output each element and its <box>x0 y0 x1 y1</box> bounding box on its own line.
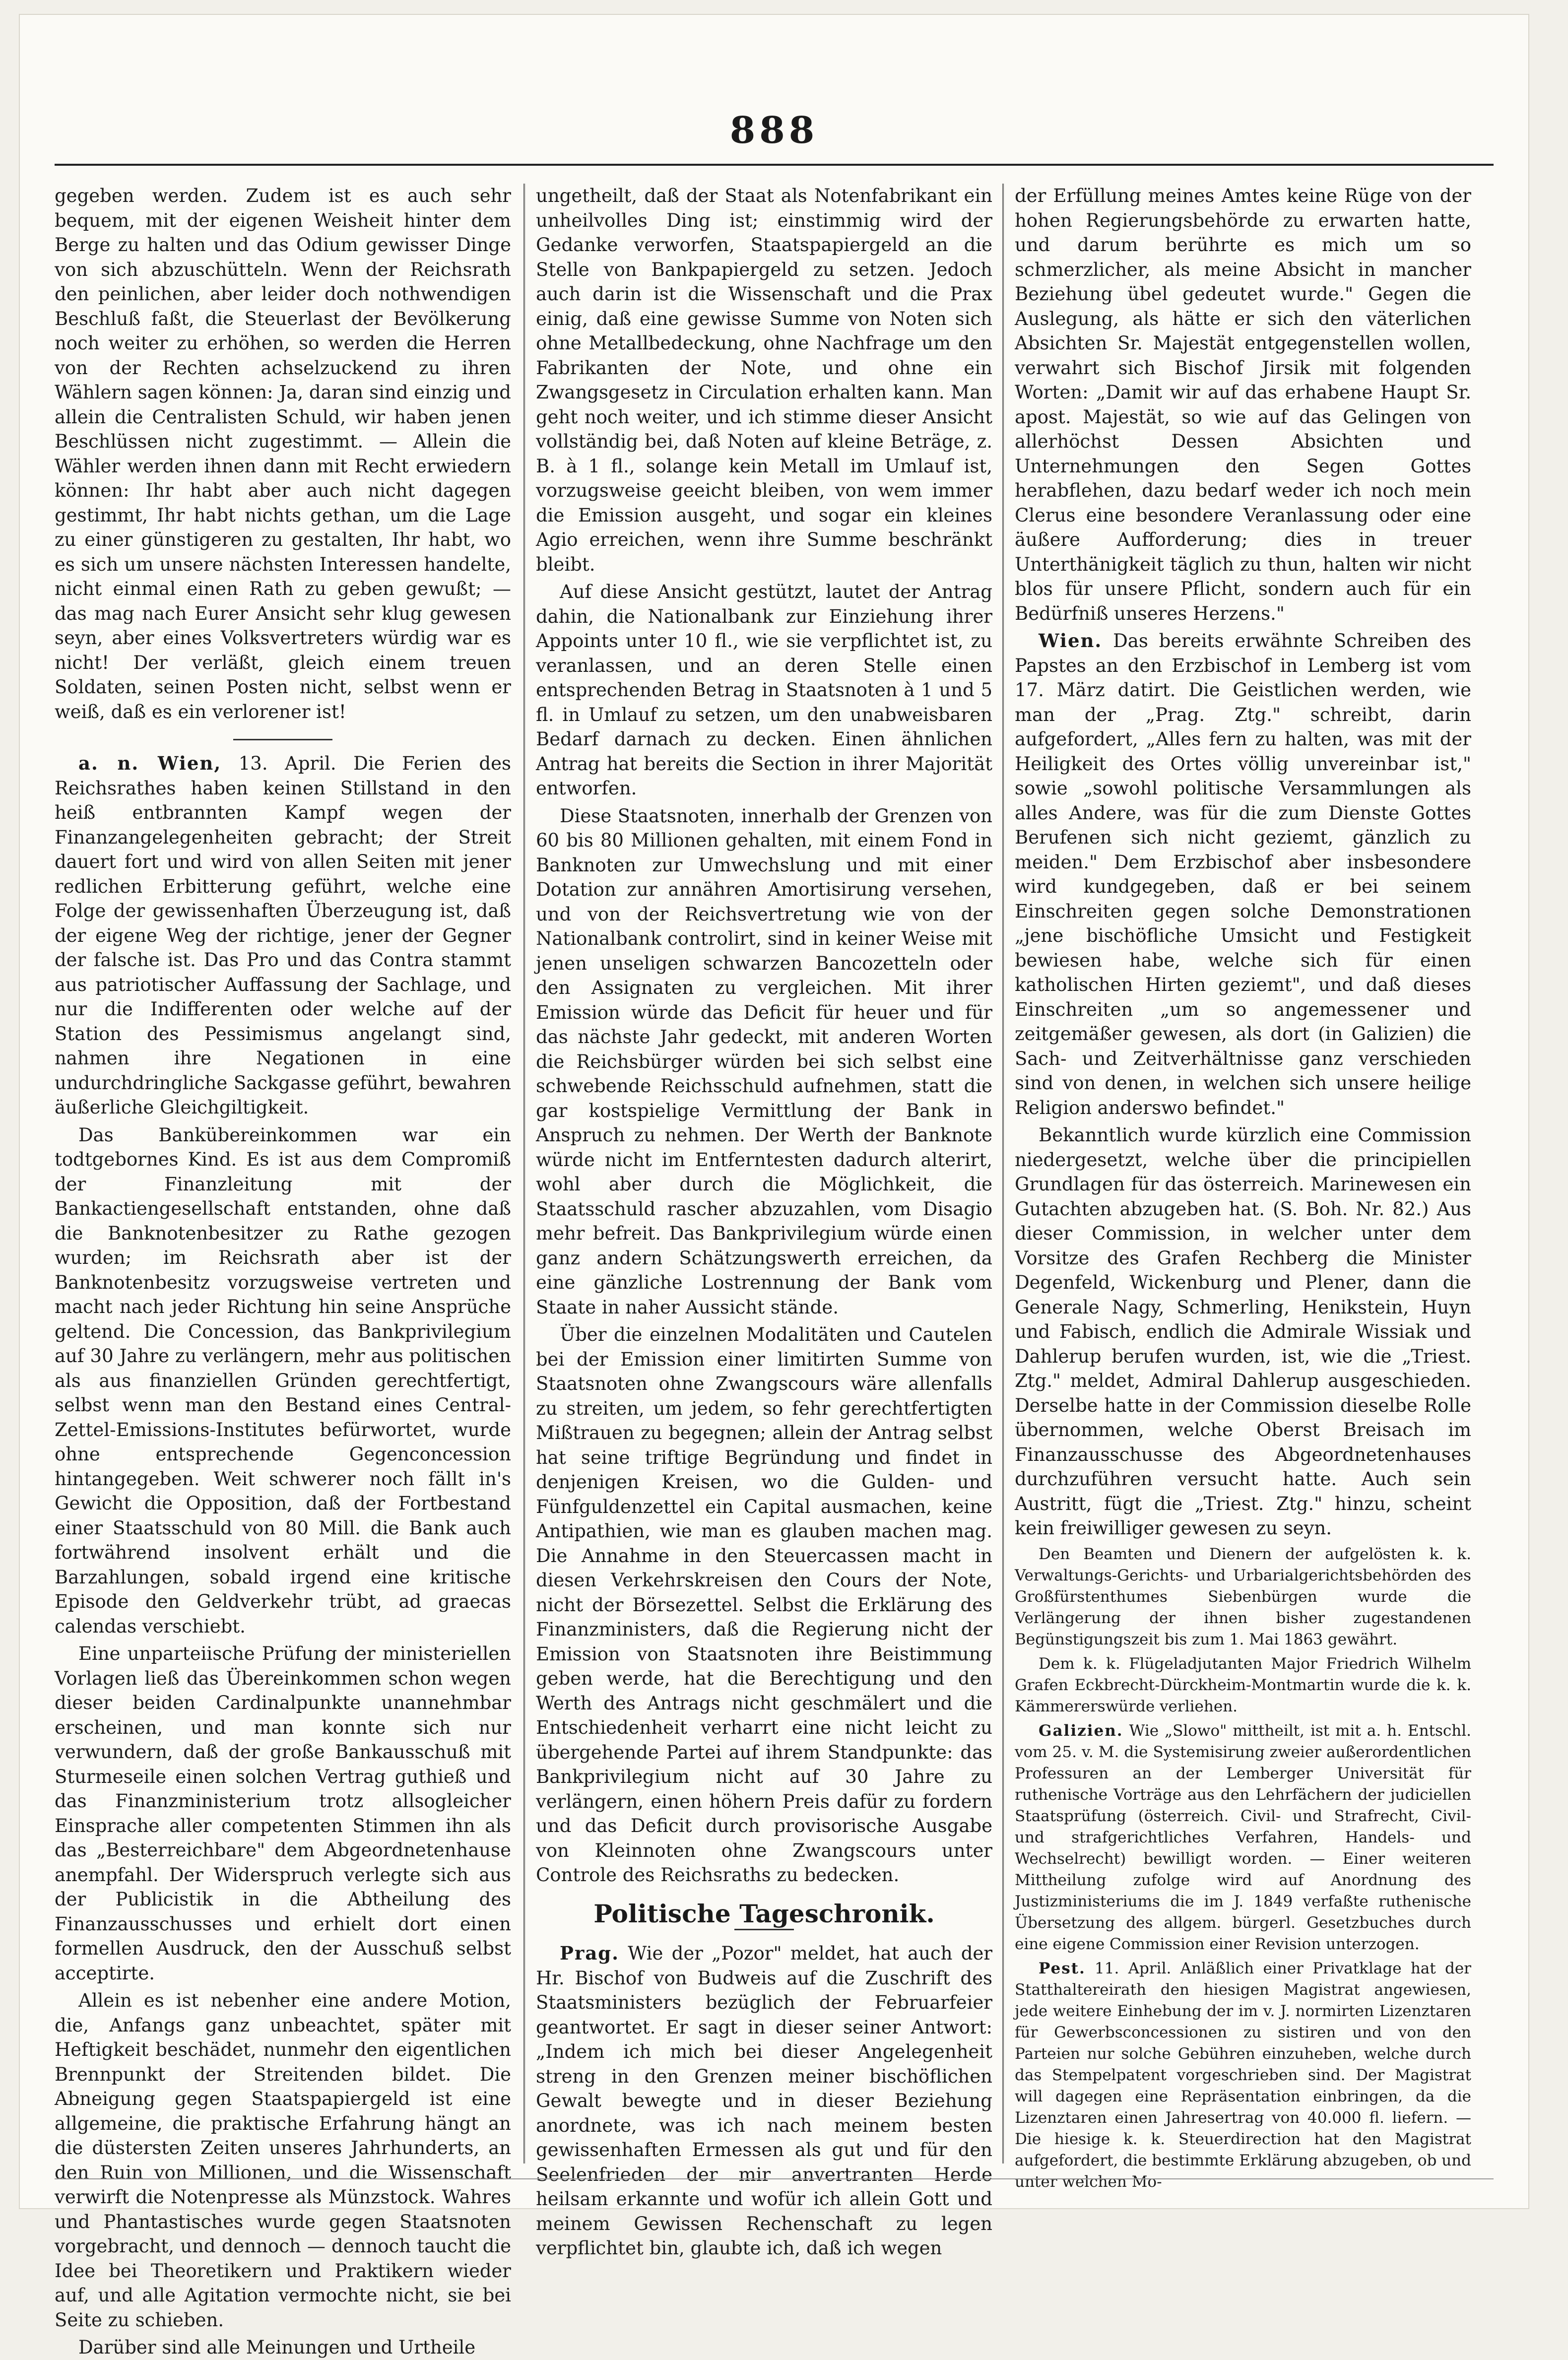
article-text: Wie „Slowo" mittheilt, ist mit a. h. Entschl. vom 25. v. M. die Systemisirung zweier außerordentlichen Professuren an der Lemberger Universität für ruthenische Vorträge aus den Lehrfächern der judiciellen Staatsprüfung (österreich. Civil- und Strafrecht, Civil- und strafgerichtliches Verfahren, Handels- und Wechselrecht) bewilligt worden. — Einer weiteren Mittheilung zufolge wird auf Anordnung des Justizministeriums die im J. 1849 verfaßte ruthenische Übersetzung des allgem. bürgerl. Gesetzbuches durch eine eigene Commission einer Revision unterzogen. <box>1015 1721 1471 1953</box>
paragraph: ungetheilt, daß der Staat als Notenfabrikant ein unheilvolles Ding ist; einstimmig wird der Gedanke verworfen, Staatspapiergeld an die Stelle von Bankpapiergeld zu setzen. Jedoch auch darin ist die Wissenschaft und die Prax einig, daß eine gewisse Summe von Noten sich ohne Metallbedeckung, ohne Nachfrage um den Fabrikanten der Note, und ohne ein Zwangsgesetz in Circulation erhalten kann. Man geht noch weiter, und ich stimme dieser Ansicht vollständig bei, daß Noten auf kleine Beträge, z. B. à 1 fl., solange kein Metall im Umlauf ist, vorzugsweise geeicht bleiben, von wem immer die Emission ausgeht, und sogar ein kleines Agio erreichen, wenn ihre Summe beschränkt bleibt. <box>536 185 992 575</box>
article-separator <box>233 739 332 740</box>
dateline: Pest. <box>1039 1959 1086 1977</box>
page-number: 888 <box>729 109 819 152</box>
header-rule <box>55 164 1494 166</box>
dateline: a. n. Wien, <box>78 752 222 774</box>
paragraph: Allein es ist nebenher eine andere Motion, die, Anfangs ganz unbeachtet, später mit Heftigkeit beschädet, nunmehr den eigentlichen Brennpunkt der Streitenden bildet. Die Abneigung gegen Staatspapiergeld ist eine allgemeine, die praktische Erfahrung hängt an die düstersten Zeiten unseres Jahrhunderts, an den Ruin von Millionen, und die Wissenschaft verwirft die Notenpresse als Münzstock. Wahres und Phantastisches wurde gegen Staatsnoten vorgebracht, und dennoch — dennoch taucht die Idee bei Theoretikern und Praktikern wieder auf, und alle Agitation vermochte nicht, sie bei Seite zu schieben. <box>55 1990 511 2331</box>
article-text: 13. April. Die Ferien des Reichsrathes haben keinen Stillstand in den heiß entbrannten Kampf wegen der Finanzangelegenheiten gebracht; der Streit dauert fort und wird von allen Seiten mit jener redlichen Erbitterung geführt, welche eine Folge der gewissenhaften Überzeugung ist, daß der eigene Weg der richtige, jener der Gegner der falsche ist. Das Pro und das Contra stammt aus patriotischer Auffassung der Sachlage, und nur die Indifferenten oder welche auf der Station des Pessimismus angelangt sind, nahmen ihre Negationen in eine undurchdringliche Sackgasse geführt, bewahren äußerliche Gleichgiltigkeit. <box>55 753 511 1118</box>
paragraph: gegeben werden. Zudem ist es auch sehr bequem, mit der eigenen Weisheit hinter dem Berge zu halten und das Odium gewisser Dinge von sich abzuschütteln. Wenn der Reichsrath den peinlichen, aber leider doch nothwendigen Beschluß faßt, die Steuerlast der Bevölkerung noch weiter zu erhöhen, so werden die Herren von der Rechten achselzuckend zu ihren Wählern sagen können: Ja, daran sind einzig und allein die Centralisten Schuld, wir haben jenen Beschlüssen nicht zugestimmt. — Allein die Wähler werden ihnen dann mit Recht erwiedern können: Ihr habt aber auch nicht dagegen gestimmt, Ihr habt nichts gethan, um die Lage zu einer günstigeren zu gestalten, Ihr habt, wo es sich um unsere nächsten Interessen handelte, nicht einmal einen Rath zu geben gewußt; — das mag nach Eurer Ansicht sehr klug gewesen seyn, aber eines Volksvertreters würdig war es nicht! Der verläßt, gleich einem treuen Soldaten, seinen Posten nicht, selbst wenn er weiß, daß es ein verlorener ist! <box>55 185 511 722</box>
article-paragraph <box>1015 1958 1471 2193</box>
section-heading <box>536 1901 992 1931</box>
section-title: Politische Tageschronik. <box>593 1899 935 1928</box>
bottom-rule <box>55 2178 1494 2179</box>
paragraph: Eine unparteiische Prüfung der ministeriellen Vorlagen ließ das Übereinkommen schon wegen dieser beiden Cardinalpunkte unannehmbar erscheinen, und man konnte sich nur verwundern, daß der große Bankausschuß mit Sturmeseile einen solchen Vertrag guthieß und das Finanzministerium trotz allsogleicher Einsprache aller competenten Stimmen ihn als das „Besterreichbare" dem Abgeordnetenhause anempfahl. Der Widerspruch verlegte sich aus der Publicistik in die Abtheilung des Finanzausschusses und erhielt dort einen formellen Ausdruck, den der Ausschuß selbst acceptirte. <box>55 1643 511 1984</box>
column-divider <box>523 184 525 2163</box>
dateline: Prag. <box>560 1942 620 1964</box>
paragraph: Darüber sind alle Meinungen und Urtheile <box>78 2337 476 2358</box>
article-text: Das bereits erwähnte Schreiben des Papstes an den Erzbischof in Lemberg ist vom 17. März datirt. Die Geistlichen werden, wie man der „Prag. Ztg." schreibt, darin aufgefordert, „Alles fern zu halten, was mit der Heiligkeit des Ortes völlig unvereinbar ist," sowie „sowohl politische Versammlungen als alles Andere, was für die zum Dienste Gottes Berufenen sich nicht geziemt, gänzlich zu meiden." Dem Erzbischof aber insbesondere wird kundgegeben, daß er bei seinem Einschreiten gegen solche Demonstrationen „jene bischöfliche Umsicht und Festigkeit bewiesen habe, welche sich für einen katholischen Hirten geziemt", und daß dieses Einschreiten „um so angemessener und zeitgemäßer gewesen, als dort (in Galizien) die Sach- und Zeitverhältnisse ganz verschieden sind von denen, in welchen sich unsere heilige Religion anderswo befindet." <box>1015 630 1471 1118</box>
column-2 <box>536 184 992 2259</box>
article-paragraph <box>536 1941 992 2261</box>
section-rule <box>734 1929 794 1930</box>
article-text: 11. April. Anläßlich einer Privatklage hat der Statthaltereirath den hiesigen Magistrat angewiesen, jede weitere Einhebung der im v. J. normirten Lizenztaren für Gewerbsconcessionen zu sistiren und von den Parteien nur solche Gebühren einzuheben, welche durch das Stempelpatent vorgeschrieben sind. Der Magistrat will dagegen eine Repräsentation einbringen, da die Lizenztaren einen Jahresertrag von 40.000 fl. liefern. — Die hiesige k. k. Steuerdirection hat den Magistrat aufgefordert, die bestimmte Erklärung abzugeben, ob und unter welchen Mo- <box>1015 1959 1472 2191</box>
column-divider <box>1002 184 1004 2163</box>
notice-paragraph: Den Beamten und Dienern der aufgelösten k. k. Verwaltungs-Gerichts- und Urbarialgerichtsbehörden des Großfürstenthumes Siebenbürgen wurde die Verlängerung der ihnen bisher zugestandenen Begünstigungszeit bis zum 1. Mai 1863 gewährt. <box>1015 1545 1471 1648</box>
column-1 <box>55 184 511 2358</box>
paragraph: Das Bankübereinkommen war ein todtgebornes Kind. Es ist aus dem Compromiß der Finanzleitung mit der Bankactiengesellschaft entstanden, ohne daß die Banknotenbesitzer zu Rathe gezogen wurden; im Reichsrath aber ist der Banknotenbesitz vorzugsweise vertreten und macht nach jeder Richtung hin seine Ansprüche geltend. Die Concession, das Bankprivilegium auf 30 Jahre zu verlängern, mehr aus politischen als aus finanziellen Gründen gerechtfertigt, selbst wenn man den Bestand eines Central-Zettel-Emissions-Institutes befürwortet, wurde ohne entsprechende Gegenconcession hintangegeben. Weit schwerer noch fällt in's Gewicht die Opposition, daß der Fortbestand einer Staatsschuld von 80 Mill. die Bank auch fortwährend insolvent erhält und die Barzahlungen, sobald irgend eine kritische Episode den Geldverkehr trübt, ad graecas calendas verschiebt. <box>55 1124 511 1637</box>
article-paragraph <box>55 751 511 1120</box>
article-paragraph <box>1015 629 1471 1120</box>
dateline: Wien. <box>1039 630 1103 652</box>
notice-paragraph: Dem k. k. Flügeladjutanten Major Friedrich Wilhelm Grafen Eckbrecht-Dürckheim-Montmartin wurde die k. k. Kämmererswürde verliehen. <box>1015 1654 1471 1715</box>
paragraph: Auf diese Ansicht gestützt, lautet der Antrag dahin, die Nationalbank zur Einziehung ihrer Appoints unter 10 fl., wie sie verpflichtet ist, zu veranlassen, und an deren Stelle einen entsprechenden Betrag in Staatsnoten à 1 und 5 fl. in Umlauf zu setzen, um den unabweisbaren Bedarf darnach zu decken. Einen ähnlichen Antrag hat bereits die Section in ihrer Majorität entworfen. <box>536 581 992 799</box>
paragraph: Über die einzelnen Modalitäten und Cautelen bei der Emission einer limitirten Summe von Staatsnoten ohne Zwangscours wäre allenfalls zu streiten, um jedem, so fehr gerechtfertigten Mißtrauen zu begegnen; allein der Antrag selbst hat seine triftige Begründung und findet in denjenigen Kreisen, wo die Gulden- und Fünfguldenzettel ein Capital ausmachen, keine Antipathien, wie man es glauben machen mag. Die Annahme in den Steuercassen macht in diesen Verkehrskreisen den Cours der Note, nicht der Börsezettel. Selbst die Erklärung des Finanzministers, daß die Regierung nicht der Emission von Staatsnoten ihre Beistimmung geben werde, hat die Berechtigung und den Werth des Antrags nicht geschmälert und die Entschiedenheit verharrt eine nicht leicht zu übergehende Partei auf ihrem Standpunkte: das Bankprivilegium nicht auf 30 Jahre zu verlängern, einen höhern Preis dafür zu fordern und das Deficit durch provisorische Ausgabe von Kleinnoten ohne Zwangscours unter Controle des Reichsraths zu bedecken. <box>536 1324 992 1886</box>
newspaper-page <box>20 15 1528 2358</box>
paragraph: Diese Staatsnoten, innerhalb der Grenzen von 60 bis 80 Millionen gehalten, mit einem Fond in Banknoten zur Umwechslung und mit einer Dotation zur annähren Amortisirung versehen, und von der Reichsvertretung wie von der Nationalbank controlirt, sind in keiner Weise mit jenen unseligen schwarzen Bancozetteln oder den Assignaten zu vergleichen. Mit ihrer Emission würde das Deficit für heuer und für das nächste Jahr gedeckt, mit anderen Worten die Reichsbürger würden bei sich selbst eine schwebende Reichsschuld aufnehmen, statt die gar kostspielige Vermittlung der Bank in Anspruch zu nehmen. Der Werth der Banknote würde nicht im Entferntesten dadurch alterirt, wohl aber durch die Möglichkeit, die Staatsschuld rascher abzuzahlen, vom Disagio mehr befreit. Das Bankprivilegium würde einen ganz andern Schätzungswerth erreichen, da eine gänzliche Lostrennung der Bank vom Staate in naher Aussicht stände. <box>536 805 992 1318</box>
paragraph: der Erfüllung meines Amtes keine Rüge von der hohen Regierungsbehörde zu erwarten hatte, und darum berührte es mich um so schmerzlicher, als meine Absicht in mancher Beziehung übel gedeutet wurde." Gegen die Auslegung, als hätte er sich den väterlichen Absichten Sr. Majestät entgegenstellen wollen, verwahrt sich Bischof Jirsik mit folgenden Worten: „Damit wir auf das erhabene Haupt Sr. apost. Majestät, so wie auf das Gelingen von allerhöchst Dessen Absichten und Unternehmungen den Segen Gottes herabflehen, dazu bedarf weder ich noch mein Clerus eine besondere Veranlassung oder eine äußere Aufforderung; dies in treuer Unterthänigkeit täglich zu thun, halten wir nicht blos für unsere Pflicht, sondern auch für ein Bedürfniß unseres Herzens." <box>1015 185 1471 624</box>
article-text: Wie der „Pozor" meldet, hat auch der Hr. Bischof von Budweis auf die Zuschrift des Staatsministers bezüglich der Februarfeier geantwortet. Er sagt in dieser seiner Antwort: „Indem ich mich bei dieser Angelegenheit streng in den Grenzen meiner bischöflichen Gewalt bewegte und in dieser Beziehung anordnete, was ich nach meinem besten gewissenhaften Ermessen als gut und für den Seelenfrieden der mir anvertranten Herde heilsam erkannte und wofür ich allein Gott und meinem Gewissen Rechenschaft zu legen verpflichtet bin, glaubte ich, daß ich wegen <box>536 1943 992 2259</box>
paragraph: Bekanntlich wurde kürzlich eine Commission niedergesetzt, welche über die principiellen Grundlagen für das österreich. Marinewesen ein Gutachten abzugeben hat. (S. Boh. Nr. 82.) Aus dieser Commission, in welcher unter dem Vorsitze des Grafen Rechberg die Minister Degenfeld, Wickenburg und Plener, dann die Generale Nagy, Schmerling, Henikstein, Huyn und Fabisch, endlich die Admirale Wissiak und Dahlerup berufen wurden, ist, wie die „Triest. Ztg." meldet, Admiral Dahlerup ausgeschieden. Derselbe hatte in der Commission dieselbe Rolle übernommen, welche Oberst Breisach im Finanzausschusse des Abgeordnetenhauses durchzuführen versucht hatte. Auch sein Austritt, fügt die „Triest. Ztg." hinzu, scheint kein freiwilliger gewesen zu seyn. <box>1015 1124 1471 1539</box>
column-3 <box>1015 184 1472 2191</box>
article-paragraph <box>1015 1720 1471 1955</box>
dateline: Galizien. <box>1039 1721 1123 1740</box>
